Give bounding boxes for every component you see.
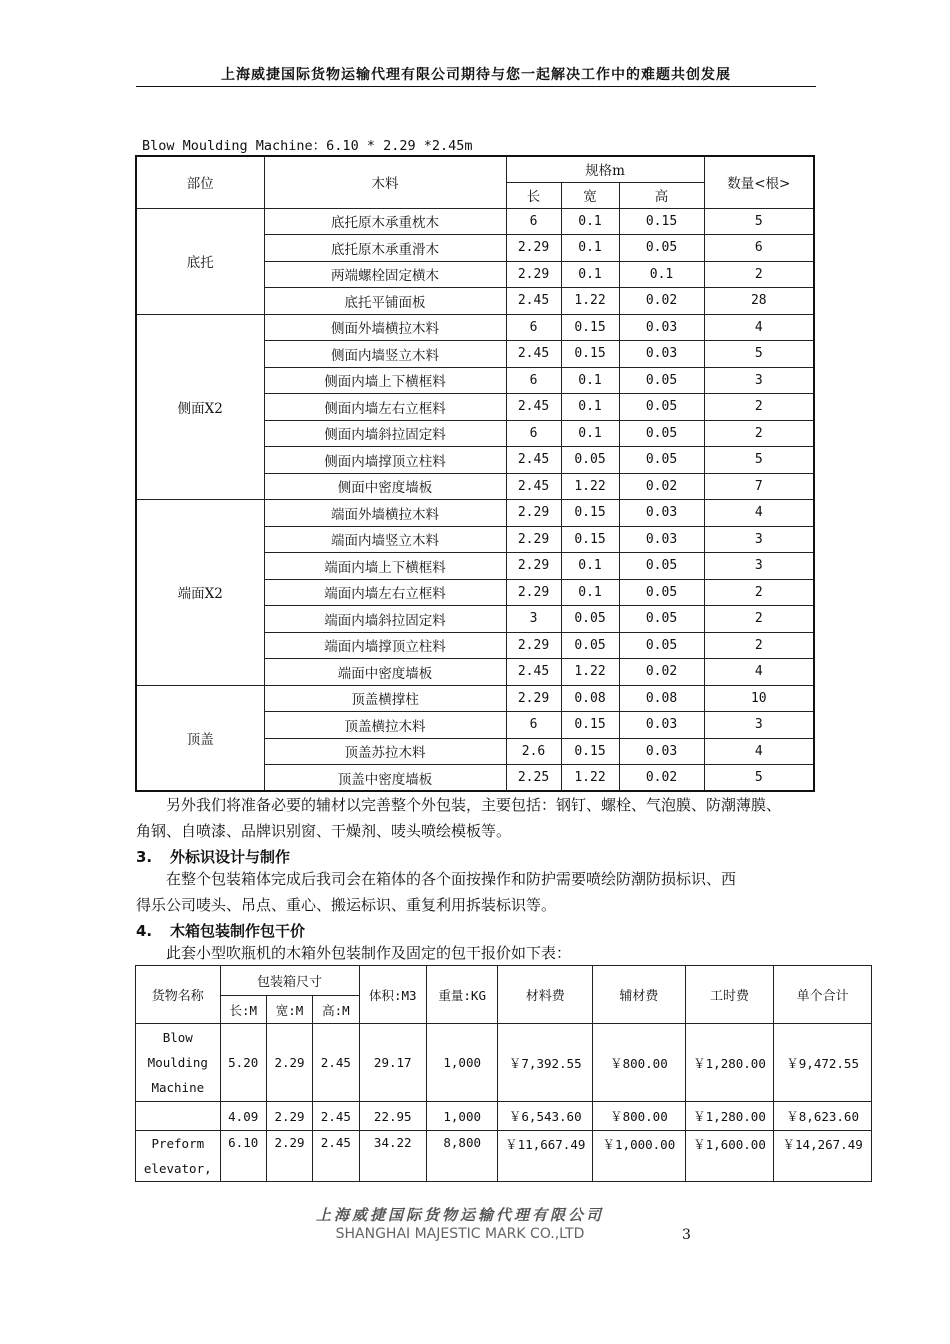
material-cell: 两端螺栓固定横木 <box>264 261 506 288</box>
height-cell: 0.05 <box>619 447 704 474</box>
length-cell: 2.29 <box>506 235 561 262</box>
height-cell: 0.05 <box>619 394 704 421</box>
height-cell: 0.02 <box>619 288 704 315</box>
table-row <box>136 685 814 712</box>
height-cell: 0.05 <box>619 553 704 580</box>
header-rule <box>136 86 816 87</box>
price-quote-table <box>135 965 872 1182</box>
length-cell: 2.45 <box>506 394 561 421</box>
qty-cell: 4 <box>704 738 814 765</box>
length-cell: 2.45 <box>506 447 561 474</box>
goods-name-cell <box>136 1131 221 1182</box>
header-name: 货物名称 <box>136 966 221 1024</box>
hgt-cell: 2.45 <box>313 1024 359 1102</box>
material-cell: 端面外墙横拉木料 <box>264 500 506 527</box>
length-cell: 6 <box>506 420 561 447</box>
length-cell: 2.29 <box>506 261 561 288</box>
width-cell: 1.22 <box>561 473 619 500</box>
section-number: 3. <box>136 848 153 866</box>
para-line: 角钢、自喷漆、品牌识别窗、干燥剂、唛头喷绘模板等。 <box>136 822 512 840</box>
header-total: 单个合计 <box>774 966 872 1024</box>
length-cell: 2.29 <box>506 632 561 659</box>
length-cell: 6 <box>506 314 561 341</box>
qty-cell: 7 <box>704 473 814 500</box>
width-cell: 0.15 <box>561 314 619 341</box>
para-line: 在整个包装箱体完成后我司会在箱体的各个面按操作和防护需要喷绘防潮防损标识、西 <box>166 870 737 888</box>
qty-cell: 5 <box>704 341 814 368</box>
width-cell: 0.08 <box>561 685 619 712</box>
header-height: 高 <box>619 182 704 208</box>
qty-cell: 4 <box>704 314 814 341</box>
goods-name-line: Blow <box>162 1030 193 1045</box>
length-cell: 6 <box>506 712 561 739</box>
length-cell: 2.29 <box>506 579 561 606</box>
width-cell: 0.1 <box>561 579 619 606</box>
wid-cell: 2.29 <box>266 1131 312 1182</box>
material-cell: 端面中密度墙板 <box>264 659 506 686</box>
material-cell: 底托平铺面板 <box>264 288 506 315</box>
width-cell: 0.05 <box>561 632 619 659</box>
material-cell: 顶盖苏拉木料 <box>264 738 506 765</box>
length-cell: 6 <box>506 367 561 394</box>
part-cell: 底托 <box>136 208 264 314</box>
width-cell: 1.22 <box>561 288 619 315</box>
length-cell: 2.25 <box>506 765 561 792</box>
hgt-cell: 2.45 <box>313 1131 359 1182</box>
qty-cell: 4 <box>704 500 814 527</box>
para-line: 得乐公司唛头、吊点、重心、搬运标识、重复利用拆装标识等。 <box>136 896 557 914</box>
height-cell: 0.05 <box>619 579 704 606</box>
length-cell: 2.29 <box>506 685 561 712</box>
width-cell: 0.1 <box>561 235 619 262</box>
wid-cell: 2.29 <box>266 1024 312 1102</box>
material-fee-cell: ￥7,392.55 <box>498 1024 593 1102</box>
header-aux-fee: 辅材费 <box>593 966 686 1024</box>
length-cell: 3 <box>506 606 561 633</box>
weight-cell: 1,000 <box>426 1102 497 1131</box>
para-line: 另外我们将准备必要的辅材以完善整个外包装，主要包括：钢钉、螺栓、气泡膜、防潮薄膜、 <box>166 796 782 814</box>
width-cell: 0.15 <box>561 500 619 527</box>
length-cell: 2.45 <box>506 659 561 686</box>
height-cell: 0.05 <box>619 632 704 659</box>
qty-cell: 3 <box>704 367 814 394</box>
qty-cell: 5 <box>704 208 814 235</box>
material-cell: 顶盖横拉木料 <box>264 712 506 739</box>
width-cell: 0.1 <box>561 367 619 394</box>
material-cell: 端面内墙左右立框料 <box>264 579 506 606</box>
goods-name-cell <box>136 1102 221 1131</box>
section-title: 木箱包装制作包干价 <box>170 922 306 940</box>
material-cell: 端面内墙斜拉固定料 <box>264 606 506 633</box>
width-cell: 0.1 <box>561 261 619 288</box>
width-cell: 0.05 <box>561 447 619 474</box>
qty-cell: 2 <box>704 394 814 421</box>
part-cell: 端面X2 <box>136 500 264 686</box>
material-cell: 端面内墙撑顶立柱料 <box>264 632 506 659</box>
marking-paragraph <box>136 866 826 918</box>
part-cell: 侧面X2 <box>136 314 264 500</box>
page-number: 3 <box>682 1227 691 1243</box>
qty-cell: 2 <box>704 606 814 633</box>
qty-cell: 10 <box>704 685 814 712</box>
width-cell: 0.05 <box>561 606 619 633</box>
height-cell: 0.02 <box>619 659 704 686</box>
labor-fee-cell: ￥1,280.00 <box>685 1024 774 1102</box>
height-cell: 0.03 <box>619 341 704 368</box>
footer-company-en: SHANGHAI MAJESTIC MARK CO.,LTD <box>335 1226 585 1242</box>
length-cell: 2.6 <box>506 738 561 765</box>
material-cell: 底托原木承重滑木 <box>264 235 506 262</box>
goods-name-line: Preform <box>151 1136 205 1151</box>
length-cell: 2.45 <box>506 341 561 368</box>
material-cell: 底托原木承重枕木 <box>264 208 506 235</box>
width-cell: 1.22 <box>561 659 619 686</box>
material-cell: 端面内墙上下横框料 <box>264 553 506 580</box>
material-fee-cell: ￥11,667.49 <box>498 1131 593 1182</box>
goods-name-line: Machine <box>151 1080 205 1095</box>
height-cell: 0.05 <box>619 235 704 262</box>
width-cell: 0.15 <box>561 341 619 368</box>
header-material-fee: 材料费 <box>498 966 593 1024</box>
goods-name-line: Moulding <box>147 1055 208 1070</box>
length-cell: 2.29 <box>506 500 561 527</box>
header-qty: 数量<根> <box>704 156 814 208</box>
len-cell: 6.10 <box>220 1131 266 1182</box>
qty-cell: 3 <box>704 526 814 553</box>
qty-cell: 3 <box>704 712 814 739</box>
labor-fee-cell: ￥1,600.00 <box>685 1131 774 1182</box>
height-cell: 0.15 <box>619 208 704 235</box>
width-cell: 0.15 <box>561 712 619 739</box>
material-cell: 端面内墙竖立木料 <box>264 526 506 553</box>
height-cell: 0.03 <box>619 738 704 765</box>
width-cell: 0.1 <box>561 208 619 235</box>
wid-cell: 2.29 <box>266 1102 312 1131</box>
header-length: 长 <box>506 182 561 208</box>
aux-fee-cell: ￥1,000.00 <box>593 1131 686 1182</box>
height-cell: 0.1 <box>619 261 704 288</box>
footer-company-cn: 上海威捷国际货物运输代理有限公司 <box>315 1206 604 1224</box>
header-spec: 规格m <box>506 156 704 182</box>
material-cell: 侧面内墙上下横框料 <box>264 367 506 394</box>
height-cell: 0.05 <box>619 367 704 394</box>
qty-cell: 2 <box>704 579 814 606</box>
width-cell: 0.1 <box>561 394 619 421</box>
part-cell: 顶盖 <box>136 685 264 791</box>
section-3-heading <box>136 846 290 867</box>
material-cell: 侧面内墙撑顶立柱料 <box>264 447 506 474</box>
length-cell: 2.45 <box>506 473 561 500</box>
height-cell: 0.05 <box>619 606 704 633</box>
volume-cell: 29.17 <box>359 1024 426 1102</box>
wood-material-table <box>135 155 815 792</box>
height-cell: 0.03 <box>619 500 704 527</box>
material-cell: 顶盖横撑柱 <box>264 685 506 712</box>
length-cell: 2.29 <box>506 526 561 553</box>
width-cell: 0.15 <box>561 526 619 553</box>
width-cell: 0.1 <box>561 553 619 580</box>
qty-cell: 28 <box>704 288 814 315</box>
header-box-size: 包装箱尺寸 <box>220 966 359 996</box>
qty-cell: 6 <box>704 235 814 262</box>
header-volume: 体积:M3 <box>359 966 426 1024</box>
header-wid: 宽:M <box>266 996 312 1024</box>
quote-intro-paragraph <box>136 940 826 966</box>
table-row <box>136 208 814 235</box>
table-row <box>136 1131 872 1182</box>
total-cell: ￥9,472.55 <box>774 1024 872 1102</box>
weight-cell: 1,000 <box>426 1024 497 1102</box>
qty-cell: 3 <box>704 553 814 580</box>
material-cell: 侧面内墙左右立框料 <box>264 394 506 421</box>
hgt-cell: 2.45 <box>313 1102 359 1131</box>
table-row <box>136 1102 872 1131</box>
height-cell: 0.05 <box>619 420 704 447</box>
material-cell: 侧面内墙斜拉固定料 <box>264 420 506 447</box>
length-cell: 2.29 <box>506 553 561 580</box>
material-cell: 侧面外墙横拉木料 <box>264 314 506 341</box>
qty-cell: 5 <box>704 765 814 792</box>
width-cell: 0.15 <box>561 738 619 765</box>
material-cell: 顶盖中密度墙板 <box>264 765 506 792</box>
length-cell: 6 <box>506 208 561 235</box>
table-row <box>136 314 814 341</box>
section-number: 4. <box>136 922 153 940</box>
header-width: 宽 <box>561 182 619 208</box>
height-cell: 0.02 <box>619 765 704 792</box>
material-cell: 侧面中密度墙板 <box>264 473 506 500</box>
height-cell: 0.08 <box>619 685 704 712</box>
section-title: 外标识设计与制作 <box>170 848 291 866</box>
header-part: 部位 <box>136 156 264 208</box>
labor-fee-cell: ￥1,280.00 <box>685 1102 774 1131</box>
auxiliary-materials-paragraph <box>136 792 826 844</box>
volume-cell: 22.95 <box>359 1102 426 1131</box>
width-cell: 1.22 <box>561 765 619 792</box>
material-fee-cell: ￥6,543.60 <box>498 1102 593 1131</box>
len-cell: 4.09 <box>220 1102 266 1131</box>
table-row <box>136 1024 872 1102</box>
aux-fee-cell: ￥800.00 <box>593 1102 686 1131</box>
material-cell: 侧面内墙竖立木料 <box>264 341 506 368</box>
table-row <box>136 500 814 527</box>
para-line: 此套小型吹瓶机的木箱外包装制作及固定的包干报价如下表： <box>166 944 572 962</box>
len-cell: 5.20 <box>220 1024 266 1102</box>
header-hgt: 高:M <box>313 996 359 1024</box>
height-cell: 0.03 <box>619 314 704 341</box>
length-cell: 2.45 <box>506 288 561 315</box>
height-cell: 0.03 <box>619 526 704 553</box>
spec-caption: Blow Moulding Machine：6.10 * 2.29 *2.45m <box>142 138 473 154</box>
width-cell: 0.1 <box>561 420 619 447</box>
goods-name-line: elevator, <box>143 1161 212 1176</box>
qty-cell: 2 <box>704 420 814 447</box>
total-cell: ￥14,267.49 <box>774 1131 872 1182</box>
header-material: 木料 <box>264 156 506 208</box>
page-header: 上海威捷国际货物运输代理有限公司期待与您一起解决工作中的难题共创发展 <box>221 67 731 83</box>
total-cell: ￥8,623.60 <box>774 1102 872 1131</box>
header-labor-fee: 工时费 <box>685 966 774 1024</box>
height-cell: 0.02 <box>619 473 704 500</box>
aux-fee-cell: ￥800.00 <box>593 1024 686 1102</box>
weight-cell: 8,800 <box>426 1131 497 1182</box>
qty-cell: 2 <box>704 632 814 659</box>
goods-name-cell <box>136 1024 221 1102</box>
qty-cell: 5 <box>704 447 814 474</box>
height-cell: 0.03 <box>619 712 704 739</box>
header-len: 长:M <box>220 996 266 1024</box>
qty-cell: 4 <box>704 659 814 686</box>
volume-cell: 34.22 <box>359 1131 426 1182</box>
section-4-heading <box>136 920 305 941</box>
qty-cell: 2 <box>704 261 814 288</box>
header-weight: 重量:KG <box>426 966 497 1024</box>
